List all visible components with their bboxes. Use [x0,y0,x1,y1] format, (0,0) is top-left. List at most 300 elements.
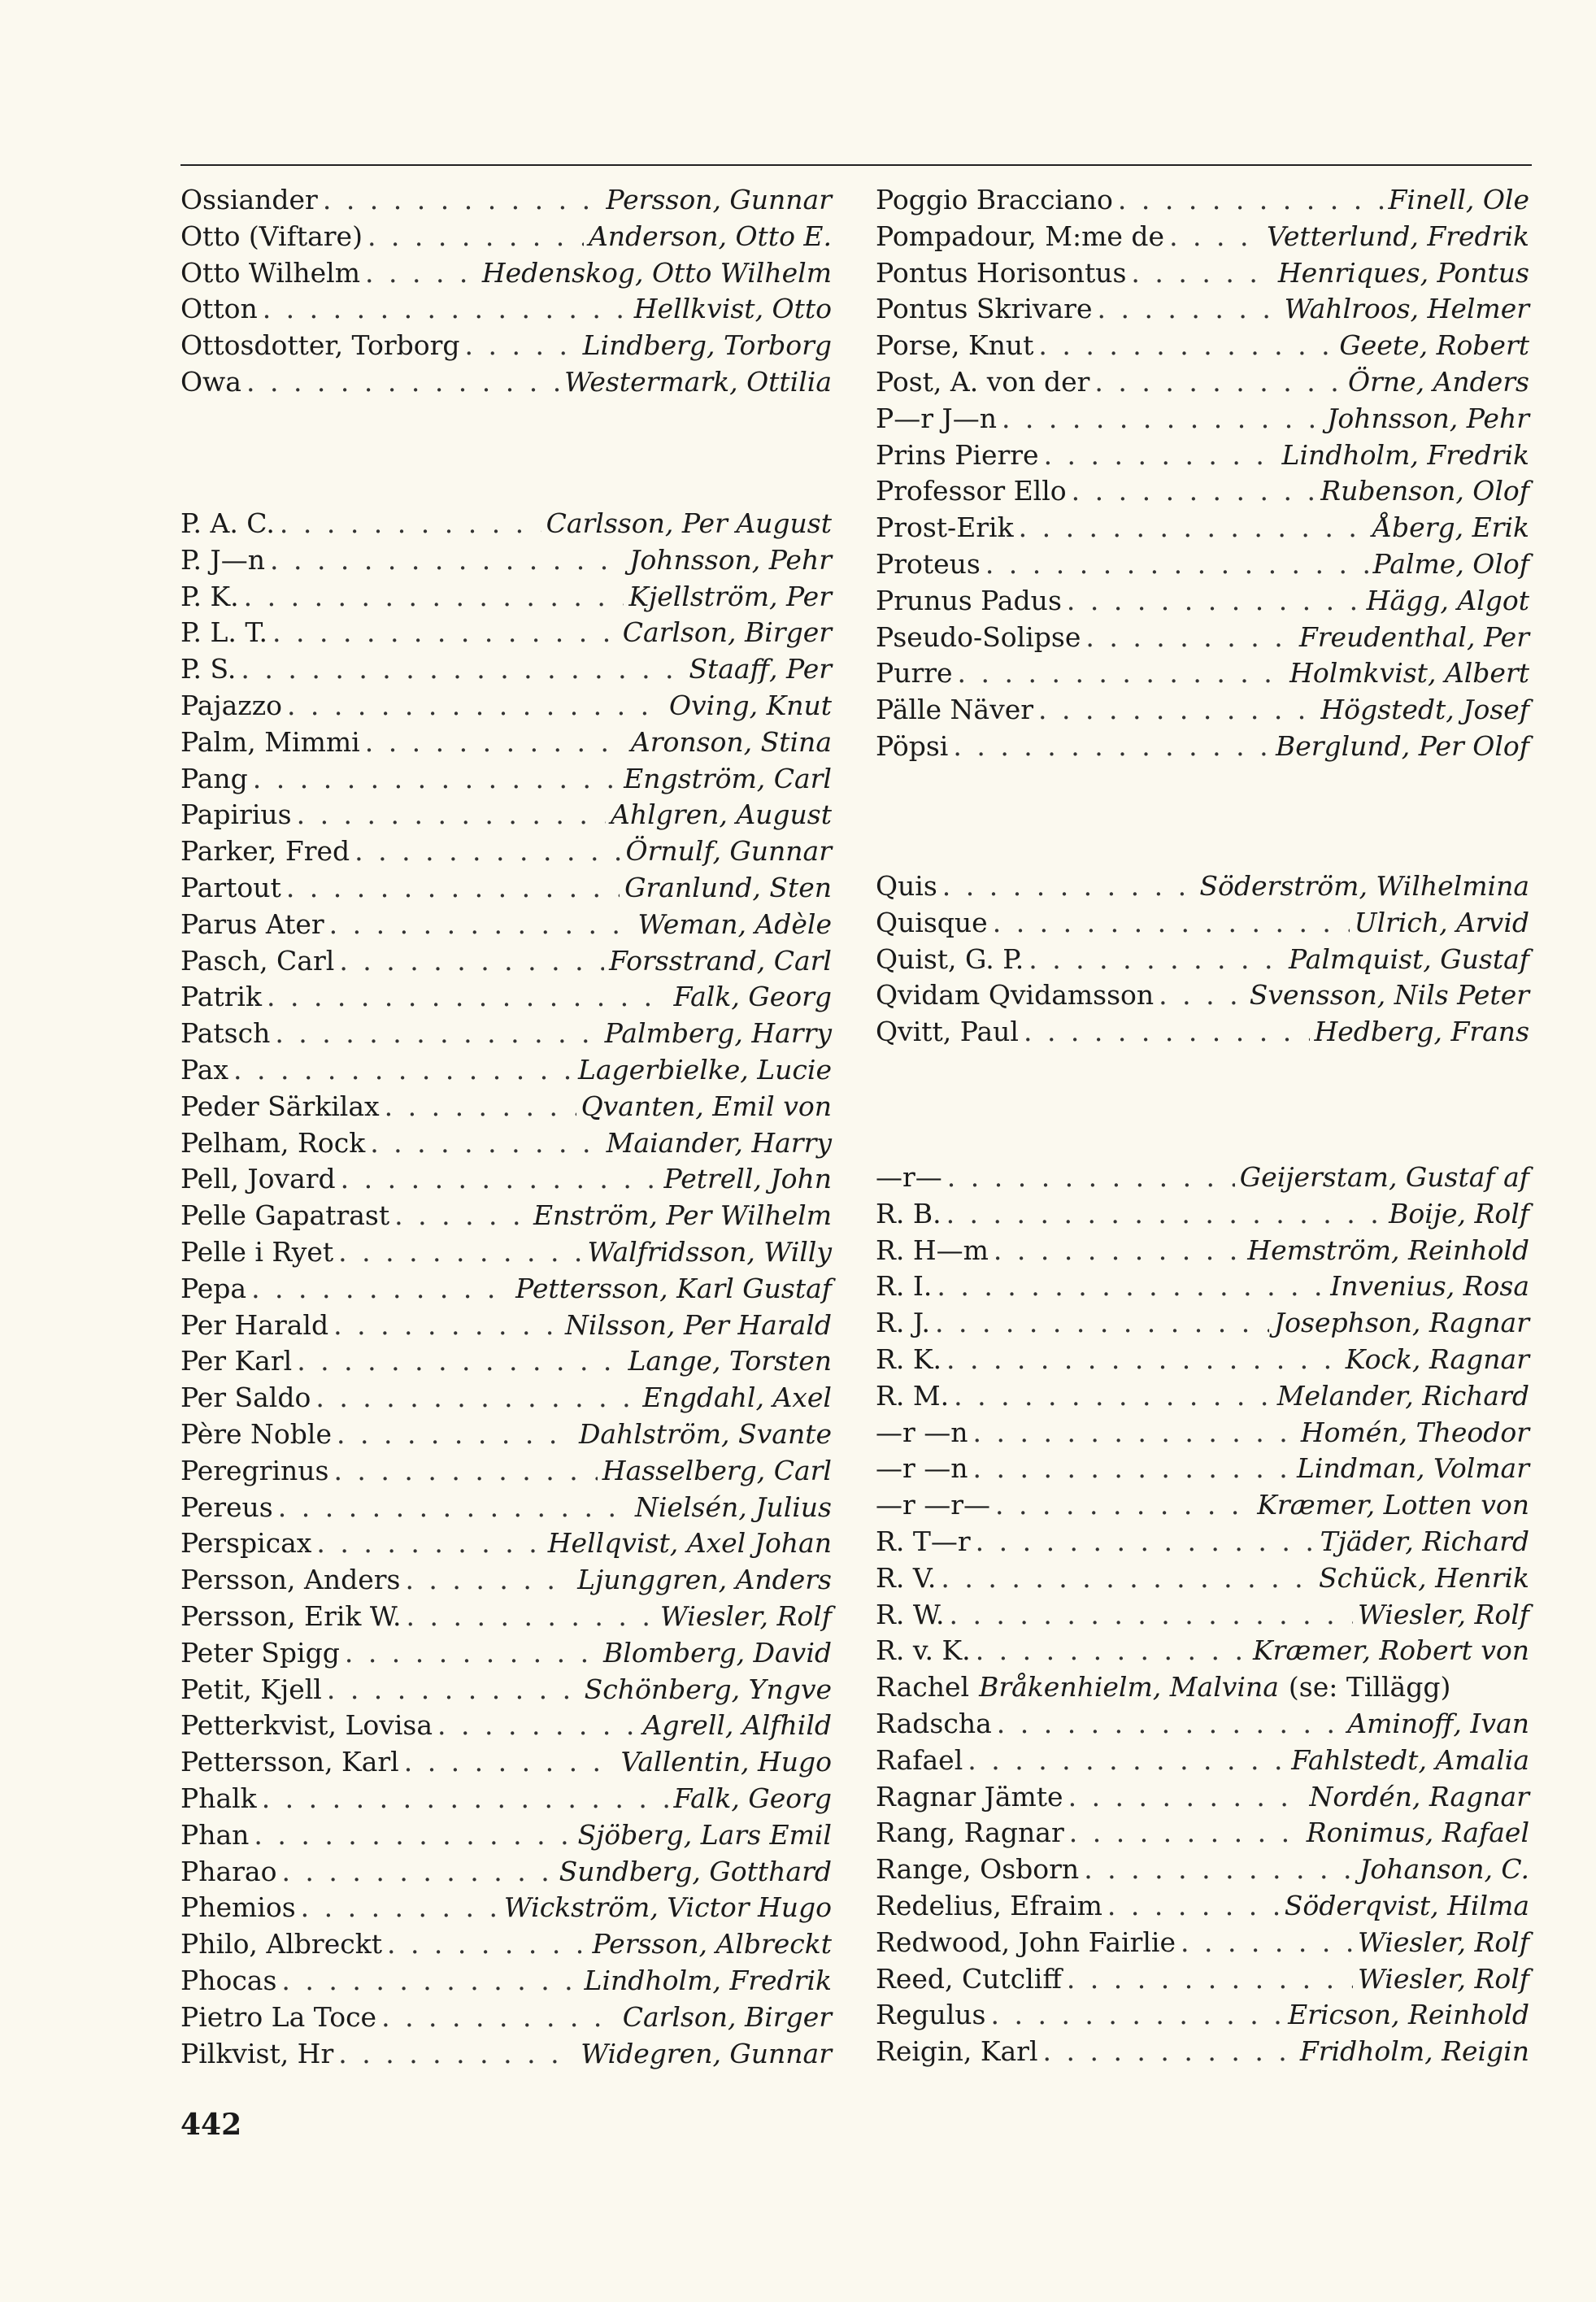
pseudonym: Patsch [180,1017,271,1050]
pseudonym: Pajazzo [180,690,282,721]
index-entry [876,220,1529,253]
index-entry [180,908,832,941]
index-entry [180,835,832,868]
pseudonym: Persson, Anders [180,1564,401,1596]
index-entry [180,1564,832,1596]
pseudonym: Rafael [876,1743,963,1776]
dot-leader [1107,1890,1280,1922]
dot-leader [272,616,618,649]
pseudonym: Pettersson, Karl [180,1746,399,1778]
real-name: Weman, Adèle [637,907,832,940]
dot-leader [465,329,578,362]
dot-leader [333,1455,597,1487]
real-name: Holmkvist, Albert [1289,657,1529,690]
real-name: Ljunggren, Anders [577,1564,832,1596]
pseudonym: Prins Pierre [876,438,1039,471]
dot-leader [1084,1853,1355,1886]
dot-leader [315,1382,637,1414]
pseudonym: R. v. K. [876,1634,971,1667]
real-name: Ahlgren, August [611,799,832,831]
pseudonym: R. M. [876,1379,950,1412]
dot-leader [281,1965,579,1997]
pseudonym: Patrik [180,981,262,1013]
pseudonym: Pontus Skrivare [876,293,1093,325]
pseudonym: Phan [180,1818,250,1851]
dot-leader [345,1637,598,1669]
real-name: Vallentin, Hugo [620,1746,832,1778]
pseudonym: Prost-Erik [876,511,1014,544]
index-entry [876,1999,1529,2031]
dot-leader [287,690,664,722]
cross-reference-note: (se: Tillägg) [1288,1671,1451,1704]
pseudonym: Quisque [876,906,988,938]
pseudonym: Pasch, Carl [180,944,335,977]
dot-leader [244,581,624,613]
dot-leader [301,1891,499,1924]
index-entry [180,257,832,289]
real-name: Staaff, Per [689,653,832,685]
pseudonym: Ottosdotter, Torborg [180,329,460,362]
real-name: Kræmer, Lotten von [1257,1489,1529,1521]
index-entry [180,1309,832,1342]
pseudonym: Ragnar Jämte [876,1780,1063,1812]
dot-leader [1044,439,1277,472]
page-number: 442 [180,2108,242,2142]
pseudonym: —r —n [876,1416,968,1448]
real-name: Sjöberg, Lars Emil [577,1818,832,1851]
index-entry [180,653,832,685]
index-entry [180,872,832,904]
dot-leader [404,1746,616,1778]
index-entry [180,799,832,831]
real-name: Palmberg, Harry [604,1017,832,1050]
dot-leader [953,730,1271,763]
index-entry [180,1418,832,1451]
index-entry [876,184,1529,216]
index-entry [180,1236,832,1268]
real-name: Högstedt, Josef [1320,694,1529,726]
index-entry [876,657,1529,690]
pseudonym: Qvitt, Paul [876,1016,1019,1048]
index-entry [180,690,832,722]
real-name: Söderström, Wilhelmina [1199,870,1529,902]
real-name: Homén, Theodor [1300,1416,1529,1448]
dot-leader [286,872,620,904]
dot-leader [1028,943,1284,976]
index-entry [876,403,1529,435]
index-entry [180,1345,832,1377]
index-entry [180,1856,832,1888]
pseudonym: Parker, Fred [180,835,350,868]
dot-leader [995,1489,1252,1521]
pseudonym: Pelle Gapatrast [180,1199,390,1232]
pseudonym: Radscha [876,1708,992,1739]
real-name: Boije, Rolf [1389,1197,1529,1229]
dot-leader [1067,585,1362,617]
index-entry [180,1273,832,1305]
real-name: Engdahl, Axel [642,1382,832,1414]
real-name: Petrell, John [663,1163,832,1195]
dot-leader [946,1343,1341,1376]
dot-leader [405,1564,572,1596]
dot-leader [1067,1963,1353,1995]
pseudonym: Reed, Cutcliff [876,1962,1062,1995]
real-name: Josephson, Ragnar [1273,1307,1529,1339]
index-entry [876,1234,1529,1267]
real-name: Wahlroos, Helmer [1284,293,1529,325]
dot-leader [997,1708,1342,1740]
index-entry [180,366,832,398]
real-name: Blomberg, David [603,1636,832,1669]
pseudonym: Pelle i Ryet [180,1236,334,1268]
dot-leader [381,2001,618,2034]
dot-leader [253,763,619,795]
pseudonym: P. K. [180,580,239,612]
real-name: Persson, Gunnar [606,184,832,215]
real-name: Svensson, Nils Peter [1249,979,1529,1012]
dot-leader [275,1017,599,1050]
dot-leader [278,1491,630,1524]
pseudonym: Perspicax [180,1527,312,1560]
pseudonym: P. L. T. [180,616,268,649]
real-name: Agrell, Alfhild [642,1709,832,1742]
index-entry [876,694,1529,726]
dot-leader [407,1600,655,1633]
dot-leader [946,1198,1385,1230]
index-entry [180,1163,832,1195]
real-name: Wiesler, Rolf [1357,1962,1529,1995]
pseudonym: Range, Osborn [876,1853,1080,1886]
pseudonym: Petterkvist, Lovisa [180,1709,433,1742]
real-name: Wickström, Victor Hugo [503,1891,832,1924]
dot-leader [338,2038,576,2070]
dot-leader [1118,184,1384,216]
pseudonym: Pilkvist, Hr [180,2037,334,2069]
pseudonym: Parus Ater [180,907,324,940]
real-name: Forsstrand, Carl [609,944,832,977]
index-entry [180,2038,832,2070]
real-name: Henriques, Pontus [1277,256,1529,289]
dot-leader [993,907,1350,939]
pseudonym: Proteus [876,548,981,580]
real-name: Carlsson, Per August [546,507,832,539]
pseudonym: Per Harald [180,1308,329,1341]
index-entry [180,507,832,540]
pseudonym: Otto Wilhelm [180,256,361,289]
pseudonym: Redwood, John Fairlie [876,1926,1176,1958]
dot-leader [297,1345,623,1377]
real-name: Dahlström, Svante [578,1418,832,1450]
pseudonym: Rachel [876,1671,970,1704]
index-entry [876,1307,1529,1339]
pseudonym: —r —r— [876,1489,991,1521]
index-entry [876,257,1529,289]
pseudonym: Purre [876,657,953,690]
pseudonym: Reigin, Karl [876,2035,1038,2068]
real-name: Bråkenhielm, Malvina [979,1671,1279,1704]
dot-leader [251,1273,511,1305]
dot-leader [976,1634,1248,1667]
pseudonym: Porse, Knut [876,329,1034,362]
index-entry [180,1127,832,1160]
dot-leader [949,1599,1352,1631]
pseudonym: Otton [180,293,258,325]
pseudonym: R. B. [876,1197,942,1229]
pseudonym: Partout [180,872,281,903]
real-name: Westermark, Ottilia [564,366,832,398]
real-name: Hasselberg, Carl [602,1454,832,1486]
dot-leader [246,366,559,398]
pseudonym: Per Karl [180,1345,293,1377]
pseudonym: Qvidam Qvidamsson [876,979,1155,1012]
real-name: Åberg, Erik [1372,511,1529,544]
pseudonym: Philo, Albreckt [180,1928,382,1960]
pseudonym: P. A. C. [180,507,275,539]
index-entry [876,293,1529,325]
index-entry [180,1054,832,1086]
real-name: Engström, Carl [624,762,832,794]
pseudonym: Ossiander [180,184,318,215]
real-name: Persson, Albreckt [592,1928,832,1960]
dot-leader [973,1452,1292,1485]
index-entry-rachel [876,1671,1529,1704]
real-name: Johanson, C. [1359,1853,1529,1886]
real-name: Nilsson, Per Harald [564,1308,832,1341]
pseudonym: R. W. [876,1598,945,1630]
pseudonym: Pereus [180,1490,273,1523]
pseudonym: Pepa [180,1272,247,1304]
real-name: Lagerbielke, Lucie [577,1054,832,1086]
pseudonym: —r —n [876,1452,968,1485]
index-entry [876,1343,1529,1376]
pseudonym: Pompadour, M:me de [876,220,1165,252]
real-name: Kock, Ragnar [1345,1343,1529,1375]
real-name: Hedenskog, Otto Wilhelm [481,256,832,289]
index-entry [180,1928,832,1960]
real-name: Hägg, Algot [1366,584,1529,616]
real-name: Hellkvist, Otto [633,293,832,325]
index-entry [180,293,832,325]
dot-leader [338,1236,582,1268]
dot-leader [385,1090,576,1123]
real-name: Finell, Ole [1388,184,1529,215]
real-name: Carlson, Birger [622,2000,832,2033]
index-entry [876,511,1529,544]
dot-leader [297,799,606,831]
index-entry [876,475,1529,507]
dot-leader [394,1199,528,1232]
pseudonym: R. I. [876,1270,933,1303]
dot-leader [327,1673,580,1706]
index-entry [180,616,832,649]
pseudonym: Redelius, Efraim [876,1890,1102,1921]
index-entry [180,329,832,362]
index-entry [876,366,1529,398]
real-name: Freudenthal, Per [1298,620,1529,653]
real-name: Lange, Torsten [628,1345,832,1377]
index-entry [180,220,832,253]
index-entry [180,1527,832,1560]
index-entry [180,544,832,577]
index-entry [876,1270,1529,1303]
pseudonym: Phocas [180,1965,277,1996]
dot-leader [942,870,1195,903]
dot-leader [958,657,1285,690]
dot-leader [263,293,629,325]
dot-leader [954,1380,1272,1412]
index-entry [876,1562,1529,1595]
pseudonym: R. V. [876,1561,937,1594]
pseudonym: Pelham, Rock [180,1126,366,1159]
dot-leader [365,726,626,759]
pseudonym: Pell, Jovard [180,1163,336,1195]
pseudonym: Père Noble [180,1418,332,1450]
real-name: Widegren, Gunnar [581,2037,832,2069]
index-entry [876,1525,1529,1558]
dot-leader [281,1856,554,1888]
index-entry [180,1382,832,1414]
pseudonym: Pöpsi [876,730,949,762]
pseudonym: Phalk [180,1782,257,1814]
dot-leader [337,1418,574,1451]
real-name: Aronson, Stina [630,725,832,758]
pseudonym: R. K. [876,1343,942,1375]
real-name: Lindholm, Fredrik [584,1965,832,1996]
dot-leader [1072,475,1316,507]
index-entry [876,439,1529,472]
dot-leader [341,1163,659,1195]
dot-leader [1019,511,1368,544]
dot-leader [354,835,620,868]
index-entry [876,1963,1529,1995]
real-name: Walfridsson, Willy [587,1236,832,1268]
pseudonym: Pietro La Toce [180,2000,377,2033]
index-entry [180,184,832,216]
dot-leader [254,1819,572,1852]
pseudonym: Pseudo-Solipse [876,620,1081,653]
real-name: Schück, Henrik [1319,1561,1529,1594]
real-name: Wiesler, Rolf [1357,1598,1529,1630]
real-name: Hemström, Reinhold [1247,1234,1529,1266]
real-name: Enström, Per Wilhelm [533,1199,832,1232]
real-name: Invenius, Rosa [1330,1270,1529,1303]
dot-leader [367,220,584,253]
real-name: Granlund, Sten [624,872,832,903]
index-entry [876,1926,1529,1959]
real-name: Fridholm, Reigin [1299,2035,1529,2068]
dot-leader [985,548,1368,581]
index-entry [180,945,832,977]
real-name: Tjäder, Richard [1320,1525,1529,1557]
pseudonym: Rang, Ragnar [876,1817,1064,1849]
dot-leader [1038,694,1316,726]
index-entry [876,1489,1529,1521]
index-entry [180,1199,832,1232]
index-entry [180,1455,832,1487]
real-name: Geete, Robert [1339,329,1529,362]
index-entry [876,870,1529,903]
real-name: Kræmer, Robert von [1252,1634,1529,1667]
dot-leader [387,1928,587,1960]
real-name: Nielsén, Julius [635,1490,832,1523]
dot-leader [1043,2035,1295,2068]
index-entry [876,1452,1529,1485]
index-entry [876,1890,1529,1922]
dot-leader [233,1054,573,1086]
index-entry [180,1819,832,1852]
index-entry [180,1673,832,1706]
index-entry [180,763,832,795]
pseudonym: Pälle Näver [876,694,1034,726]
dot-leader [365,257,477,289]
index-entry [876,943,1529,976]
pseudonym: Pax [180,1054,229,1086]
real-name: Rubenson, Olof [1320,475,1529,507]
pseudonym: Peregrinus [180,1454,329,1486]
real-name: Palmquist, Gustaf [1288,942,1529,975]
real-name: Sundberg, Gotthard [559,1855,832,1887]
dot-leader [370,1127,601,1160]
index-entry [180,1017,832,1050]
pseudonym: R. T—r [876,1525,971,1557]
dot-leader [976,1525,1316,1558]
dot-leader [1097,293,1279,325]
real-name: Carlson, Birger [622,616,832,649]
pseudonym: Per Saldo [180,1382,311,1414]
pseudonym: Regulus [876,1999,986,2031]
real-name: Lindman, Volmar [1296,1452,1529,1485]
index-entry [180,1891,832,1924]
pseudonym: Persson, Erik W. [180,1600,402,1632]
index-entry [876,1634,1529,1667]
index-entry [180,981,832,1013]
real-name: Melander, Richard [1276,1379,1529,1412]
index-entry [180,581,832,613]
pseudonym: P—r J—n [876,402,997,434]
real-name: Wiesler, Rolf [1357,1926,1529,1958]
pseudonym: Peder Särkilax [180,1090,380,1122]
index-entry [876,621,1529,654]
real-name: Falk, Georg [673,1782,832,1814]
dot-leader [968,1744,1286,1777]
dot-leader [329,908,633,941]
pseudonym: Pang [180,762,248,794]
real-name: Berglund, Per Olof [1275,730,1529,762]
real-name: Ericson, Reinhold [1288,1999,1529,2031]
real-name: Maiander, Harry [606,1126,832,1159]
index-entry [876,1380,1529,1412]
dot-leader [947,1161,1235,1194]
real-name: Falk, Georg [673,981,832,1013]
dot-leader [1159,979,1245,1012]
dot-leader [316,1527,542,1560]
real-name: Fahlstedt, Amalia [1291,1743,1529,1776]
index-entry [180,1965,832,1997]
index-entry [876,1016,1529,1048]
dot-leader [994,1234,1242,1267]
pseudonym: Palm, Mimmi [180,725,360,758]
real-name: Örne, Anders [1347,366,1529,398]
index-entry [876,1781,1529,1813]
index-entry [876,1708,1529,1740]
dot-leader [339,945,604,977]
index-entry [180,1491,832,1524]
dot-leader [323,184,602,216]
dot-leader [262,1782,669,1815]
index-entry [876,585,1529,617]
real-name: Oving, Knut [668,690,832,721]
real-name: Örnulf, Gunnar [625,835,832,868]
